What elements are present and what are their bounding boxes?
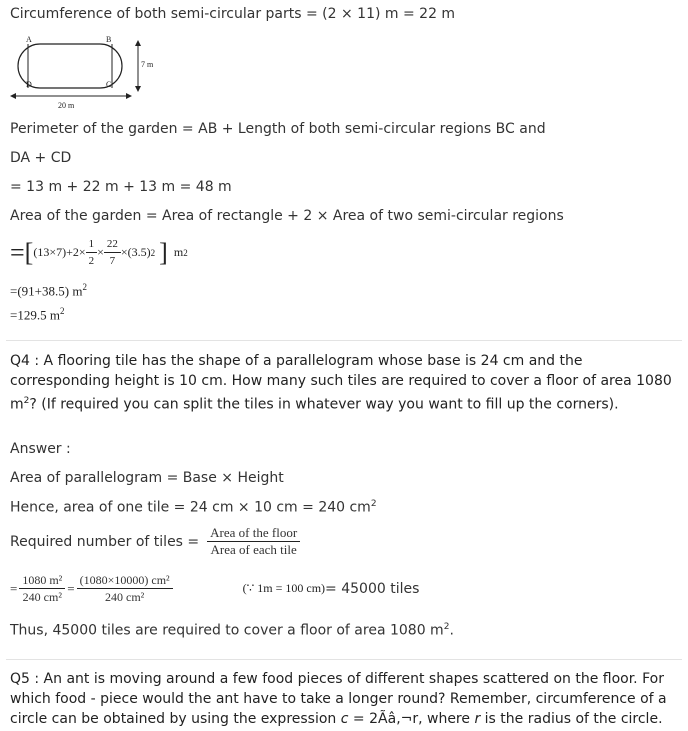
- frac-converted: $\frac{\text{(1080×10000) cm²}}{\text{240 cm²}}$: [77, 572, 173, 605]
- separator-2: [6, 659, 682, 660]
- area-line: Area of the garden = Area of rectangle + 2 × Area of two semi-circular regions: [10, 208, 564, 224]
- math-times: ×: [97, 245, 104, 259]
- circumference-line: Circumference of both semi-circular parts = (2 × 11) m = 22 m: [10, 6, 456, 22]
- math-step-3: =129.5 $m^2$: [10, 306, 65, 323]
- conclusion-line: Thus, 45000 tiles are required to cover a floor of area 1080 $m^2$.: [10, 622, 454, 639]
- question-5: Q5 : An ant is moving around a few food pieces of different shapes scattered on the floor. For which food - piece would the ant have to take a longer round? Remember, circumference of a circle can be obtained by using the expression c = 2Ãâ‚¬r, where r is the radius of the circle.: [10, 671, 667, 727]
- label-c: C: [106, 80, 112, 89]
- perimeter-line-1: Perimeter of the garden = AB + Length of both semi-circular regions BC and: [10, 121, 546, 137]
- frac-1080-240: $\frac{\text{1080 m²}}{\text{240 cm²}}$: [19, 572, 65, 605]
- answer-label: Answer :: [10, 441, 71, 457]
- label-a: A: [26, 35, 32, 44]
- perimeter-line-3: = 13 m + 22 m + 13 m = 48 m: [10, 179, 232, 195]
- math-part-inner: (13×7)+2×: [33, 245, 86, 259]
- because-note: (∵ 1m = 100 cm): [242, 581, 326, 595]
- result-text: = 45000 tiles: [325, 580, 420, 597]
- label-height: 7 m: [141, 60, 154, 69]
- label-b: B: [106, 35, 112, 44]
- perimeter-line-2: DA + CD: [10, 150, 72, 166]
- tile-area-line: Hence, area of one tile = 24 cm × 10 cm = 240 $cm^2$: [10, 499, 377, 516]
- required-tiles-line: [10, 525, 300, 558]
- frac-floor-tile: $\frac{\text{Area of the floor}}{\text{Area of each tile}}$: [207, 525, 300, 558]
- frac-half: $\frac{1}{2}$: [86, 236, 98, 269]
- frac-pi: $\frac{22}{7}$: [104, 236, 121, 269]
- separator: [6, 340, 682, 341]
- garden-diagram: [6, 32, 166, 112]
- math-unit: m: [173, 245, 184, 259]
- math-area-formula: =[ (13×7)+2× $\frac{1}{2}$ × $\frac{22}{7}$ ×(3.5) 2 ] m 2: [10, 237, 188, 267]
- math-step-2: =(91+38.5) $m^2$: [10, 282, 87, 299]
- label-width: 20 m: [58, 101, 75, 110]
- math-tail: ×(3.5): [120, 245, 151, 259]
- required-tiles-label: Required number of tiles =: [10, 533, 200, 550]
- label-d: D: [26, 80, 32, 89]
- tiles-computation: = $\frac{\text{1080 m²}}{\text{240 cm²}}$ = $\frac{\text{(1080×10000) cm²}}{\text{240 cm²}}$ (∵ 1m = 100 cm) = 45000 tiles: [10, 573, 420, 604]
- question-4: Q4 : A flooring tile has the shape of a parallelogram whose base is 24 cm and the corresponding height is 10 cm. How many such tiles are required to cover a floor of area 1080 $m^2$? (If required you can split the tiles in whatever way you want to fill up the corners).: [10, 353, 672, 413]
- parallelogram-area-line: Area of parallelogram = Base × Height: [10, 470, 284, 486]
